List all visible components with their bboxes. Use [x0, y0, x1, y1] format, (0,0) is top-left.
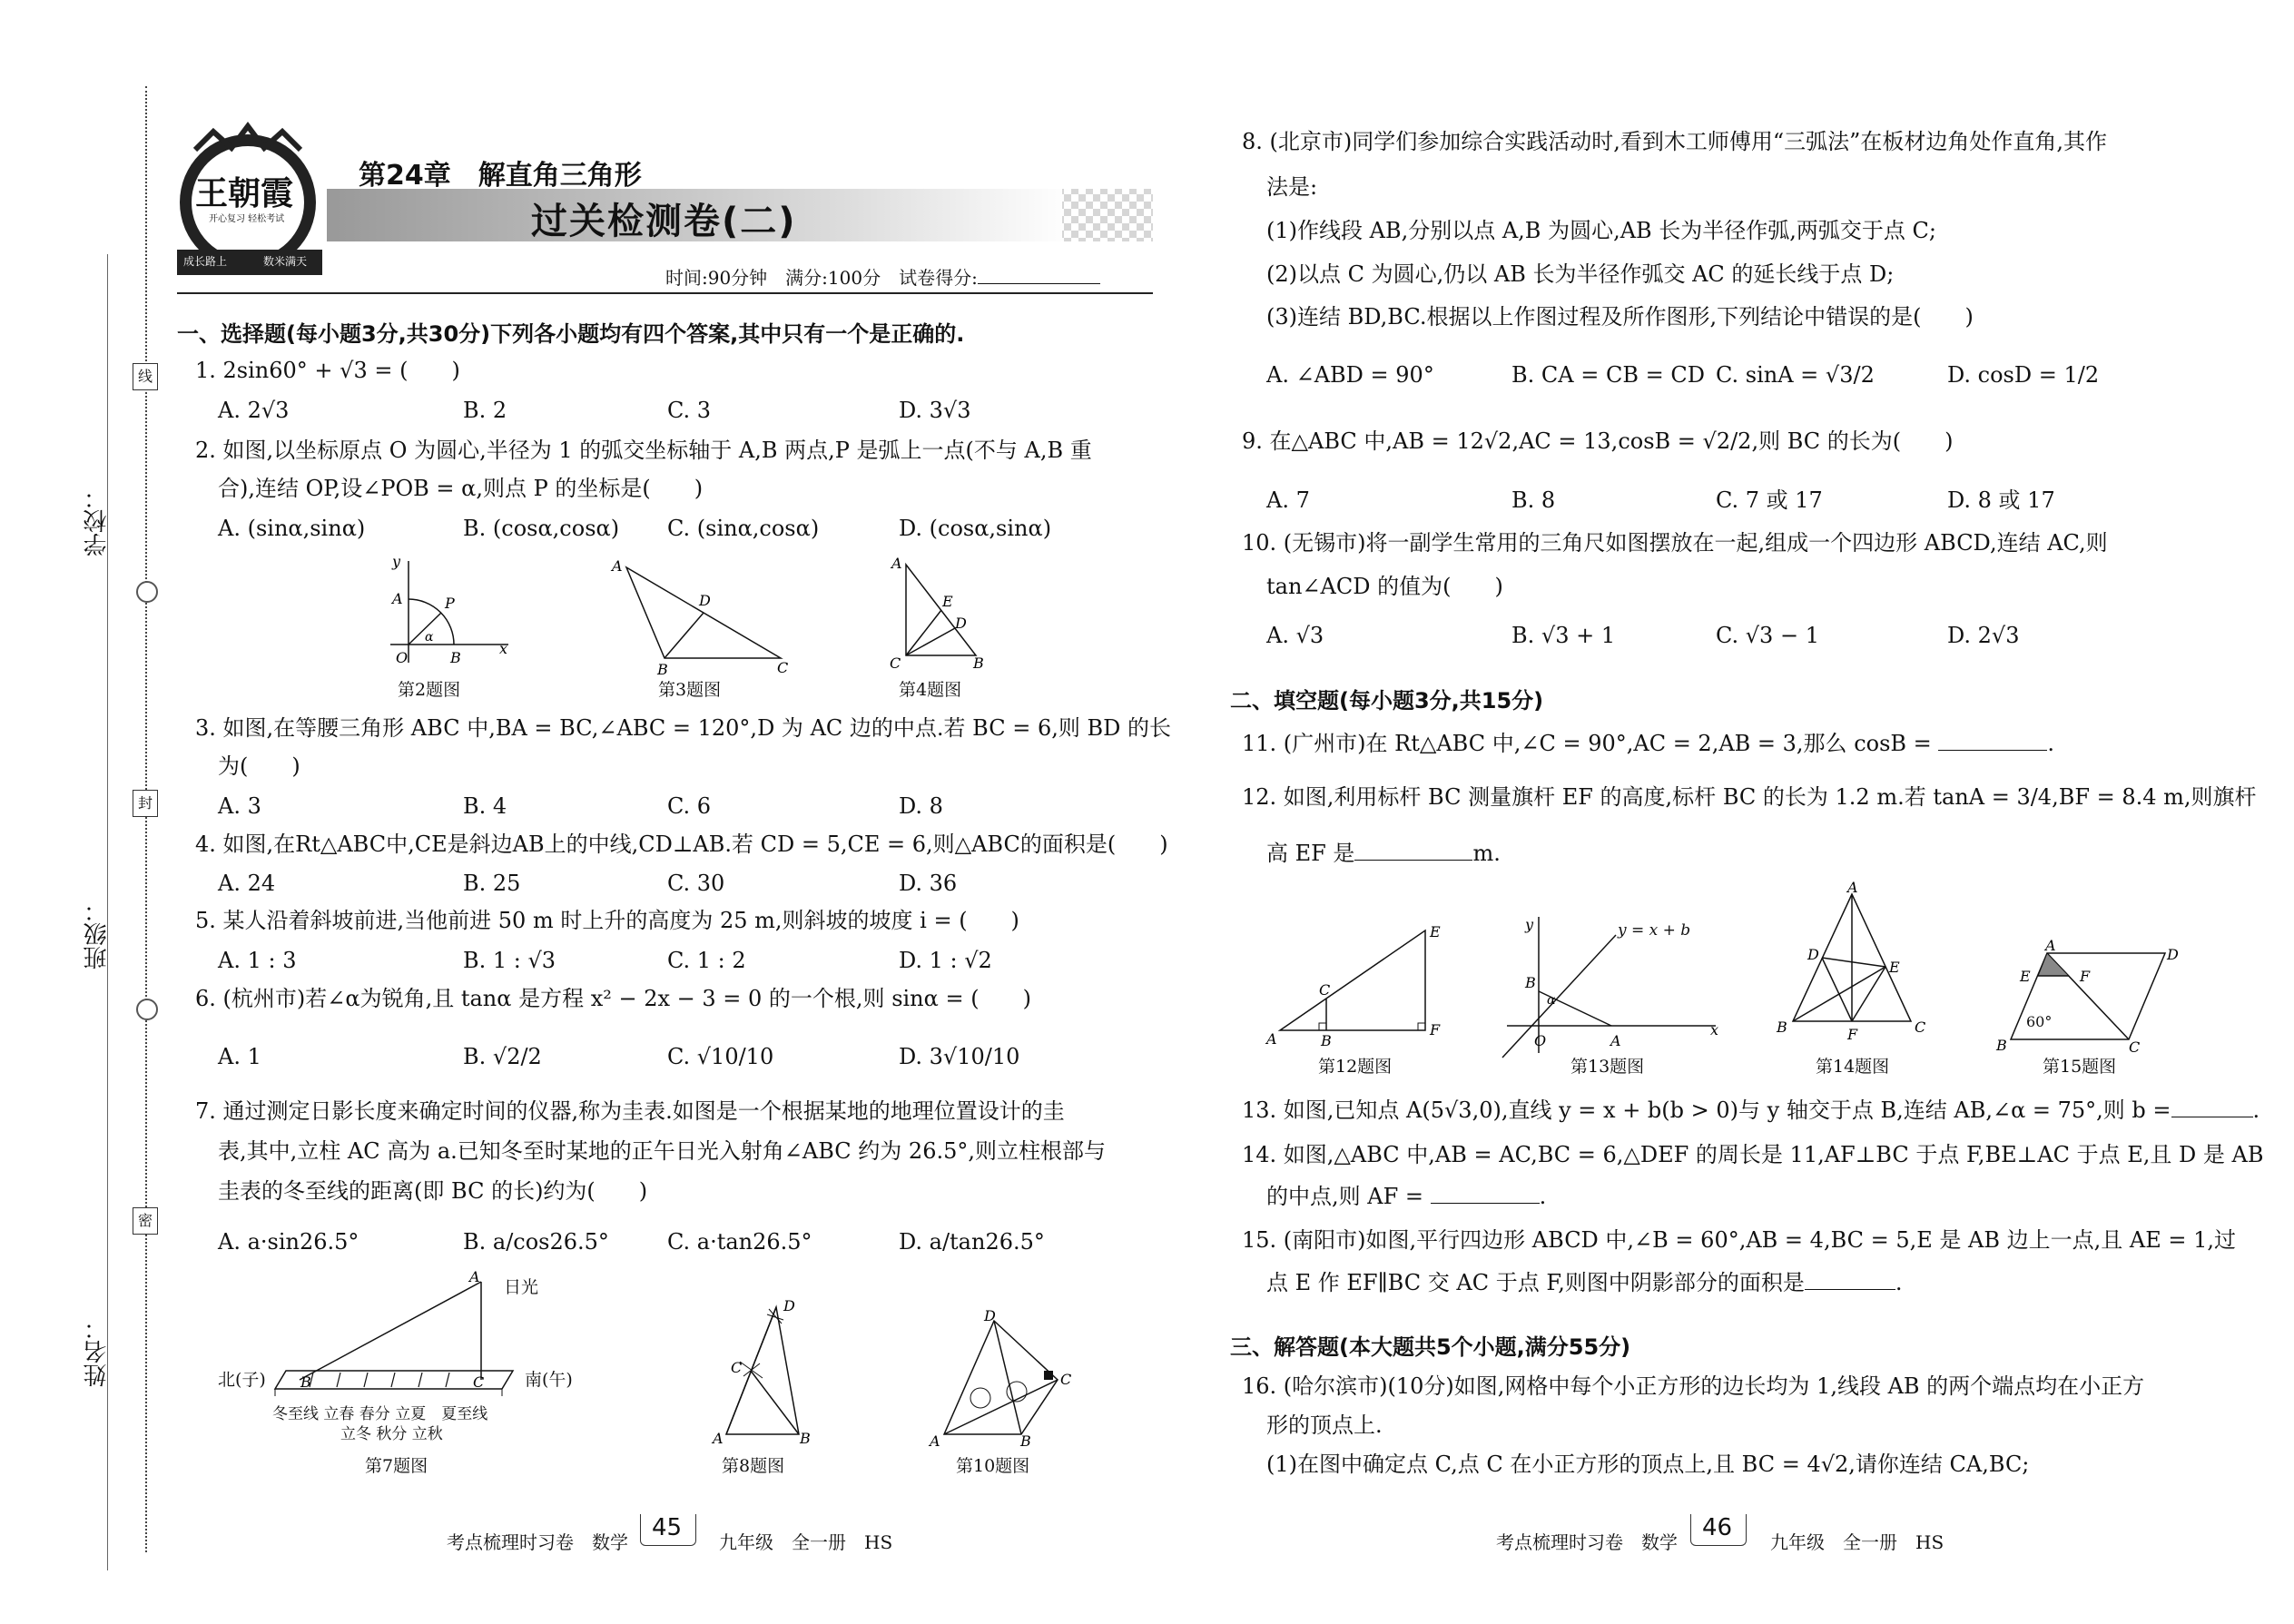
svg-text:y: y	[1525, 916, 1534, 933]
svg-text:B: B	[800, 1430, 811, 1447]
header-rule	[177, 292, 1153, 294]
svg-text:A: A	[612, 557, 623, 575]
svg-text:A: A	[713, 1430, 724, 1447]
figure-3	[608, 557, 790, 678]
section-3-heading: 三、解答题(本大题共5个小题,满分55分)	[1230, 1334, 1631, 1360]
question-16-line2: 形的顶点上.	[1266, 1412, 1383, 1438]
svg-text:P: P	[445, 595, 455, 612]
q7-option-a[interactable]: A. a·sin26.5°	[218, 1229, 359, 1255]
q7-option-d[interactable]: D. a/tan26.5°	[899, 1229, 1045, 1255]
figure-7-south-label: 南(午)	[525, 1370, 573, 1390]
page-title: 过关检测卷(二)	[531, 201, 797, 242]
svg-text:B: B	[1321, 1032, 1332, 1049]
q8-option-b[interactable]: B. CA = CB = CD	[1511, 362, 1705, 388]
svg-text:C: C	[777, 659, 789, 676]
question-7-line2: 表,其中,立柱 AC 高为 a.已知冬至时某地的正午日光入射角∠ABC 约为 26.5°,则立柱根部与	[218, 1138, 1106, 1164]
q3-option-c[interactable]: C. 6	[667, 793, 712, 819]
svg-text:A: A	[469, 1268, 480, 1285]
svg-text:C: C	[1060, 1371, 1072, 1388]
svg-text:x: x	[1710, 1021, 1719, 1038]
q8-option-d[interactable]: D. cosD = 1/2	[1947, 362, 2100, 388]
figure-4	[890, 555, 999, 672]
svg-text:F: F	[1430, 1021, 1441, 1038]
section-1-heading: 一、选择题(每小题3分,共30分)下列各小题均有四个答案,其中只有一个是正确的.	[177, 321, 965, 347]
svg-text:C: C	[1319, 981, 1331, 999]
q9-option-b[interactable]: B. 8	[1511, 487, 1556, 513]
question-12-line1: 12. 如图,利用标杆 BC 测量旗杆 EF 的高度,标杆 BC 的长为 1.2 m.若 tanA = 3/4,BF = 8.4 m,则旗杆	[1242, 784, 2257, 810]
figure-2	[372, 554, 517, 672]
q2-option-c[interactable]: C. (sinα,cosα)	[667, 516, 820, 541]
svg-text:F: F	[2080, 968, 2091, 985]
question-3-line1: 3. 如图,在等腰三角形 ABC 中,BA = BC,∠ABC = 120°,D 为 AC 边的中点.若 BC = 6,则 BD 的长	[195, 715, 1171, 741]
svg-text:D: D	[2167, 946, 2179, 963]
figure-3-caption: 第3题图	[658, 680, 722, 700]
figure-13-caption: 第13题图	[1570, 1057, 1645, 1077]
svg-text:C: C	[2129, 1038, 2141, 1056]
question-10-line1: 10. (无锡市)将一副学生常用的三角尺如图摆放在一起,组成一个四边形 ABCD,连结 AC,则	[1242, 530, 2108, 556]
question-8-line2: 法是:	[1266, 174, 1318, 200]
q14-answer-field[interactable]	[1431, 1183, 1540, 1204]
q8-option-c[interactable]: C. sinA = √3/2	[1716, 362, 1875, 388]
figure-14	[1775, 879, 1938, 1048]
class-label: 班级：	[84, 899, 111, 969]
question-8-step2: (2)以点 C 为圆心,仍以 AB 长为半径作弧交 AC 的延长线于点 D;	[1266, 261, 1895, 287]
svg-text:A: A	[2045, 937, 2056, 954]
q11-answer-field[interactable]	[1938, 730, 2047, 751]
figure-10-caption: 第10题图	[956, 1456, 1030, 1476]
svg-text:B: B	[1777, 1019, 1787, 1036]
figure-7-row1: 冬至线 立春 春分 立夏 夏至线	[272, 1405, 488, 1423]
svg-text:D: D	[783, 1297, 795, 1314]
figure-7-caption: 第7题图	[365, 1456, 428, 1476]
q7-option-b[interactable]: B. a/cos26.5°	[463, 1229, 609, 1255]
svg-text:α: α	[1547, 993, 1556, 1008]
svg-text:D: D	[1807, 946, 1819, 963]
question-2-line2: 合),连结 OP,设∠POB = α,则点 P 的坐标是( )	[218, 476, 704, 501]
svg-text:E: E	[1889, 959, 1900, 976]
question-7-line3: 圭表的冬至线的距离(即 BC 的长)约为( )	[218, 1178, 648, 1204]
chapter-title: 第24章 解直角三角形	[359, 160, 642, 192]
q10-option-d[interactable]: D. 2√3	[1947, 623, 2020, 648]
name-label: 姓名：	[84, 1316, 111, 1387]
figure-13	[1498, 908, 1725, 1062]
q6-option-c[interactable]: C. √10/10	[667, 1044, 774, 1069]
svg-text:B: B	[1996, 1037, 2007, 1054]
footer-grade-right: 九年级 全一册 HS	[1770, 1531, 1944, 1553]
svg-text:A: A	[930, 1432, 940, 1450]
seal-char-mi: 密	[133, 1207, 158, 1235]
question-15-line2: 点 E 作 EF∥BC 交 AC 于点 F,则图中阴影部分的面积是 .	[1266, 1270, 1903, 1295]
question-9: 9. 在△ABC 中,AB = 12√2,AC = 13,cosB = √2/2,则 BC 的长为( )	[1242, 428, 1954, 454]
question-15-line1: 15. (南阳市)如图,平行四边形 ABCD 中,∠B = 60°,AB = 4,BC = 5,E 是 AB 边上一点,且 AE = 1,过	[1242, 1227, 2237, 1253]
footer-book-left: 考点梳理时习卷 数学	[447, 1531, 628, 1553]
q5-option-d[interactable]: D. 1 : √2	[899, 948, 992, 973]
ornament-icon	[136, 999, 158, 1020]
figure-7-north-label: 北(子)	[218, 1370, 266, 1390]
q4-option-a[interactable]: A. 24	[218, 871, 276, 896]
q8-option-a[interactable]: A. ∠ABD = 90°	[1266, 362, 1434, 388]
question-4: 4. 如图,在Rt△ABC中,CE是斜边AB上的中线,CD⊥AB.若 CD = 5,CE = 6,则△ABC的面积是( )	[195, 832, 1168, 857]
svg-text:C: C	[731, 1359, 743, 1376]
question-12-line2: 高 EF 是 m.	[1266, 841, 1501, 866]
q6-option-a[interactable]: A. 1	[218, 1044, 261, 1069]
svg-text:D: D	[699, 592, 711, 609]
figure-7-sun-label: 日光	[504, 1277, 539, 1297]
q3-option-d[interactable]: D. 8	[899, 793, 943, 819]
question-14-line1: 14. 如图,△ABC 中,AB = AC,BC = 6,△DEF 的周长是 11,AF⊥BC 于点 F,BE⊥AC 于点 E,且 D 是 AB	[1242, 1142, 2264, 1167]
q2-option-b[interactable]: B. (cosα,cosα)	[463, 516, 620, 541]
svg-text:E: E	[942, 593, 953, 610]
question-7-line1: 7. 通过测定日影长度来确定时间的仪器,称为圭表.如图是一个根据某地的地理位置设计的圭	[195, 1098, 1065, 1124]
seal-char-feng: 封	[133, 790, 158, 817]
figure-14-caption: 第14题图	[1816, 1057, 1890, 1077]
figure-15	[1993, 937, 2179, 1056]
question-5: 5. 某人沿着斜坡前进,当他前进 50 m 时上升的高度为 25 m,则斜坡的坡度 i = ( )	[195, 908, 1019, 933]
q5-option-c[interactable]: C. 1 : 2	[667, 948, 746, 973]
figure-7-row2: 立冬 秋分 立秋	[340, 1425, 443, 1443]
q1-option-c[interactable]: C. 3	[667, 398, 712, 423]
question-2-line1: 2. 如图,以坐标原点 O 为圆心,半径为 1 的弧交坐标轴于 A,B 两点,P 是弧上一点(不与 A,B 重	[195, 438, 1092, 463]
svg-text:C: C	[1915, 1019, 1926, 1036]
question-3-line2: 为( )	[218, 753, 300, 779]
svg-text:B: B	[1020, 1432, 1031, 1450]
svg-text:x: x	[499, 640, 508, 657]
q4-option-b[interactable]: B. 25	[463, 871, 521, 896]
svg-text:D: D	[955, 615, 967, 632]
question-8-step1: (1)作线段 AB,分别以点 A,B 为圆心,AB 长为半径作弧,两弧交于点 C;	[1266, 218, 1937, 243]
school-label: 学校：	[84, 486, 111, 556]
question-6: 6. (杭州市)若∠α为锐角,且 tanα 是方程 x² − 2x − 3 = 0 的一个根,则 sinα = ( )	[195, 986, 1031, 1011]
svg-text:O: O	[396, 649, 409, 666]
footer-book-right: 考点梳理时习卷 数学	[1496, 1531, 1678, 1553]
figure-8	[713, 1298, 822, 1448]
q5-option-a[interactable]: A. 1 : 3	[218, 948, 297, 973]
svg-text:D: D	[984, 1307, 996, 1324]
figure-12	[1266, 917, 1466, 1062]
question-1: 1. 2sin60° + √3 = ( )	[195, 358, 460, 383]
svg-text:y: y	[392, 553, 401, 570]
footer-grade-left: 九年级 全一册 HS	[719, 1531, 893, 1553]
q10-option-c[interactable]: C. √3 − 1	[1716, 623, 1819, 648]
svg-text:A: A	[1847, 879, 1858, 896]
ornament-icon	[136, 581, 158, 603]
page-number-right: 46	[1702, 1514, 1733, 1541]
figure-4-caption: 第4题图	[899, 680, 962, 700]
svg-text:A: A	[392, 590, 403, 607]
page-number-left: 45	[652, 1514, 683, 1541]
logo-ribbon-right: 数米满天	[263, 255, 308, 268]
logo-ribbon-left: 成长路上	[183, 255, 228, 268]
question-16-step1: (1)在图中确定点 C,点 C 在小正方形的顶点上,且 BC = 4√2,请你连结 CA,BC;	[1266, 1452, 2030, 1477]
q6-option-d[interactable]: D. 3√10/10	[899, 1044, 1020, 1069]
seal-char-xian: 线	[133, 363, 158, 390]
figure-10	[926, 1307, 1072, 1450]
q3-option-b[interactable]: B. 4	[463, 793, 507, 819]
q1-option-b[interactable]: B. 2	[463, 398, 507, 423]
svg-text:F: F	[1847, 1026, 1858, 1043]
q2-option-a[interactable]: A. (sinα,sinα)	[218, 516, 366, 541]
svg-text:A: A	[1610, 1032, 1621, 1049]
q10-option-a[interactable]: A. √3	[1266, 623, 1324, 648]
q2-option-d[interactable]: D. (cosα,sinα)	[899, 516, 1052, 541]
svg-text:O: O	[1534, 1032, 1547, 1049]
section-2-heading: 二、填空题(每小题3分,共15分)	[1230, 688, 1544, 714]
q12-answer-field[interactable]	[1354, 840, 1472, 861]
q4-option-d[interactable]: D. 36	[899, 871, 958, 896]
q10-option-b[interactable]: B. √3 + 1	[1511, 623, 1616, 648]
svg-text:B: B	[973, 655, 984, 672]
score-field[interactable]	[978, 263, 1100, 284]
svg-text:B: B	[1525, 974, 1536, 991]
question-11: 11. (广州市)在 Rt△ABC 中,∠C = 90°,AC = 2,AB = 3,那么 cosB = .	[1242, 731, 2055, 756]
figure-12-caption: 第12题图	[1318, 1057, 1393, 1077]
exam-meta: 时间:90分钟 满分:100分 试卷得分:	[665, 263, 1100, 290]
question-13: 13. 如图,已知点 A(5√3,0),直线 y = x + b(b > 0)与 y 轴交于点 B,连结 AB,∠α = 75°,则 b = .	[1242, 1097, 2260, 1123]
q5-option-b[interactable]: B. 1 : √3	[463, 948, 556, 973]
svg-text:B: B	[450, 649, 461, 666]
q9-option-a[interactable]: A. 7	[1266, 487, 1310, 513]
question-8-line1: 8. (北京市)同学们参加综合实践活动时,看到木工师傅用“三弧法”在板材边角处作直角,其作	[1242, 129, 2108, 154]
q1-option-d[interactable]: D. 3√3	[899, 398, 971, 423]
q1-option-a[interactable]: A. 2√3	[218, 398, 290, 423]
svg-text:E: E	[1430, 923, 1441, 940]
figure-8-caption: 第8题图	[722, 1456, 785, 1476]
svg-text:A: A	[1266, 1030, 1277, 1048]
q15-answer-field[interactable]	[1805, 1269, 1895, 1290]
q3-option-a[interactable]: A. 3	[218, 793, 261, 819]
svg-text:B: B	[300, 1373, 311, 1391]
svg-text:A: A	[891, 555, 902, 572]
svg-text:E: E	[2020, 968, 2031, 985]
svg-text:α: α	[425, 630, 434, 645]
logo-subtext: 开心复习 轻松考试	[209, 214, 285, 224]
question-8-step3: (3)连结 BD,BC.根据以上作图过程及所作图形,下列结论中错误的是( )	[1266, 304, 1974, 330]
q13-answer-field[interactable]	[2171, 1097, 2253, 1117]
logo-text: 王朝霞	[195, 174, 294, 212]
question-16-line1: 16. (哈尔滨市)(10分)如图,网格中每个小正方形的边长均为 1,线段 AB 的两个端点均在小正方	[1242, 1373, 2145, 1399]
question-14-line2: 的中点,则 AF = .	[1266, 1184, 1547, 1209]
q4-option-c[interactable]: C. 30	[667, 871, 725, 896]
svg-text:C: C	[473, 1373, 485, 1391]
q9-option-d[interactable]: D. 8 或 17	[1947, 487, 2055, 513]
svg-text:B: B	[657, 661, 668, 678]
figure-2-caption: 第2题图	[398, 680, 461, 700]
q6-option-b[interactable]: B. √2/2	[463, 1044, 542, 1069]
svg-text:C: C	[890, 655, 901, 672]
q9-option-c[interactable]: C. 7 或 17	[1716, 487, 1823, 513]
figure-15-caption: 第15题图	[2043, 1057, 2117, 1077]
question-10-line2: tan∠ACD 的值为( )	[1266, 574, 1503, 599]
fold-line	[145, 86, 147, 1552]
figure-13-line-label: y = x + b	[1618, 921, 1691, 940]
q7-option-c[interactable]: C. a·tan26.5°	[667, 1229, 812, 1255]
figure-15-angle-label: 60°	[2026, 1013, 2053, 1030]
